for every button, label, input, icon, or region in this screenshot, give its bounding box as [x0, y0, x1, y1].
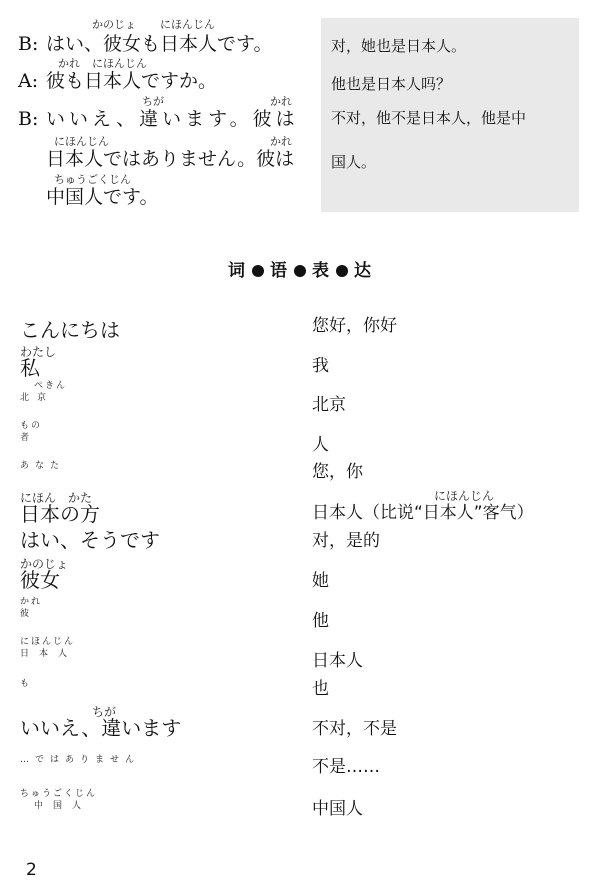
speaker-label: A: [18, 70, 39, 92]
furigana: ちが [92, 705, 117, 719]
vocab-jp: 私 [20, 356, 40, 380]
vocab-cn: 人 [312, 435, 329, 455]
vocab-jp: 彼女 [20, 568, 60, 592]
vocab-cn: 对，是的 [312, 531, 380, 551]
furigana: かのじょ [20, 557, 69, 571]
furigana: にほん かた [20, 491, 93, 505]
vocab-jp: 中国人 [34, 801, 92, 811]
speaker-label: B: [18, 108, 39, 130]
furigana: ちゅうごくじん [54, 173, 131, 186]
vocab-cn: 您，你 [312, 462, 363, 482]
dialogue-line [18, 70, 217, 92]
dialogue-line [18, 148, 294, 170]
page-number: 2 [26, 860, 37, 880]
vocab-cn: 他 [312, 611, 329, 631]
dialogue-line [18, 108, 299, 130]
furigana: かれ [58, 57, 80, 70]
vocab-cn: 日本人（比说“日本人”客气） [312, 503, 534, 523]
furigana: かれ [270, 135, 292, 148]
dialogue-text: はい、彼女も日本人です。 [46, 33, 273, 55]
vocab-jp: も [20, 679, 32, 689]
bullet-dot-icon [252, 265, 264, 277]
dialogue-line [18, 186, 158, 208]
vocab-cn: 她 [312, 571, 329, 591]
furigana: かれ [20, 597, 43, 607]
section-heading [0, 256, 600, 281]
furigana: ちゅうごくじん [20, 789, 98, 799]
dialogue-line [18, 33, 272, 55]
vocab-cn: 不对，不是 [312, 719, 397, 739]
heading-word: 表 [312, 261, 330, 281]
vocab-jp: はい、そうです [20, 528, 160, 552]
heading-word: 语 [270, 261, 288, 281]
furigana: かのじょ [92, 18, 136, 31]
bullet-dot-icon [336, 265, 348, 277]
dialogue-text: 中国人です。 [46, 186, 159, 208]
vocab-cn: 不是…… [312, 757, 380, 777]
dialogue-text: いいえ、違います。彼は [46, 108, 299, 130]
vocab-jp: 日本の方 [20, 502, 100, 526]
translation-line: 对，她也是日本人。 [331, 37, 467, 55]
bullet-dot-icon [294, 265, 306, 277]
dialogue-text: 彼も日本人ですか。 [46, 70, 218, 92]
vocab-cn: 日本人 [312, 651, 363, 671]
translation-line: 国人。 [331, 153, 377, 171]
vocab-jp: あなた [20, 461, 66, 471]
vocab-cn: 也 [312, 679, 329, 699]
furigana: にほんじん [92, 57, 147, 70]
furigana: ちが [142, 95, 164, 108]
furigana: ぺきん [34, 381, 68, 391]
heading-word: 词 [228, 261, 246, 281]
vocab-jp: 彼 [20, 609, 32, 619]
furigana: にほんじん [434, 489, 495, 503]
vocab-cn: 我 [312, 356, 329, 376]
vocab-cn: 中国人 [312, 799, 363, 819]
vocab-jp: こんにちは [20, 318, 120, 342]
translation-line: 不对，他不是日本人，他是中 [331, 109, 527, 127]
vocab-jp: いいえ、違います [20, 716, 182, 740]
furigana: にほんじん [54, 135, 109, 148]
vocab-cn: 北京 [312, 395, 346, 415]
furigana: にほんじん [160, 18, 215, 31]
heading-word: 达 [354, 261, 372, 281]
vocab-jp: 北京 [20, 393, 55, 403]
furigana: もの [20, 421, 43, 431]
speaker-label: B: [18, 33, 39, 55]
vocab-cn: 您好，你好 [312, 316, 397, 336]
translation-line: 他也是日本人吗？ [331, 75, 452, 93]
dialogue-text: 日本人ではありません。彼は [46, 148, 295, 170]
translation-box [321, 18, 579, 212]
vocab-jp: 日本人 [20, 649, 78, 659]
vocab-jp: …ではありません [20, 755, 141, 765]
furigana: にほんじん [20, 637, 76, 647]
furigana: かれ [270, 95, 292, 108]
vocab-jp: 者 [20, 433, 32, 443]
furigana: わたし [20, 345, 57, 359]
